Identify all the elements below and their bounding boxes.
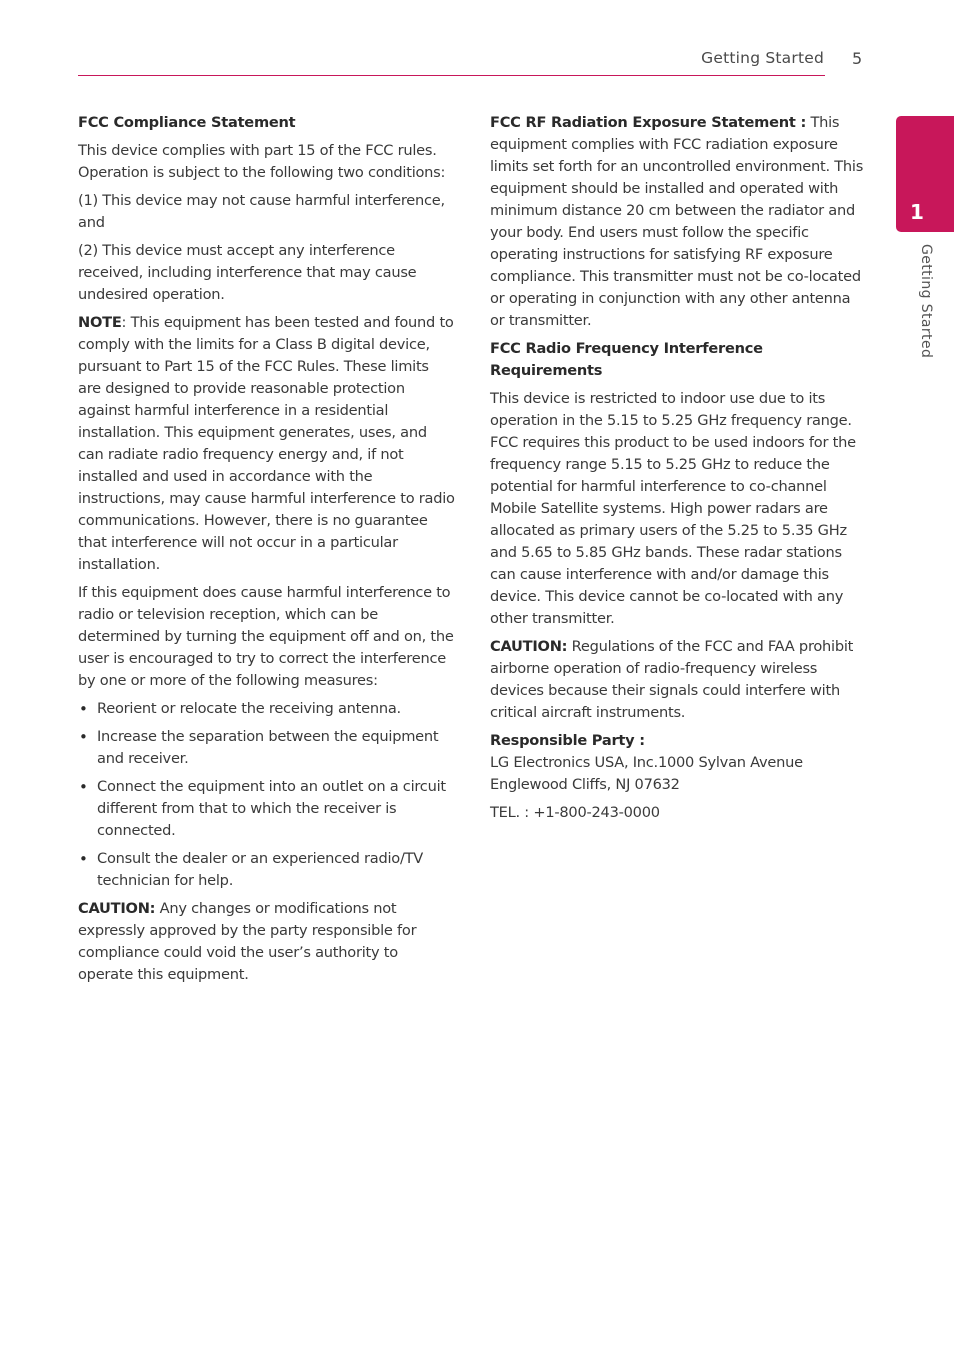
- phone-number: TEL. : +1-800-243-0000: [490, 804, 660, 821]
- list-item: • Increase the separation between the equipment and receiver.: [78, 726, 456, 770]
- chapter-number: 1: [910, 200, 924, 224]
- list-item: • Connect the equipment into an outlet on a circuit different from that to which the receiver is connected.: [78, 776, 456, 842]
- party-address-line-1: LG Electronics USA, Inc.1000 Sylvan Avenue: [490, 754, 803, 771]
- responsible-party-heading: Responsible Party :: [490, 732, 645, 749]
- caution-paragraph: [78, 898, 456, 986]
- measures-intro: If this equipment does cause harmful interference to radio or television reception, which can be determined by turning the equipment off and on, the user is encouraged to try to correct the interference by one or more of the following measures:: [78, 584, 454, 689]
- chapter-label: Getting Started: [918, 244, 934, 359]
- condition-1: (1) This device may not cause harmful interference, and: [78, 192, 445, 231]
- right-column: [490, 112, 868, 830]
- caution-label: CAUTION:: [78, 900, 156, 917]
- caution-paragraph: [490, 636, 868, 724]
- page-number: 5: [852, 49, 863, 68]
- note-label: NOTE: [78, 314, 122, 331]
- caution-label: CAUTION:: [490, 638, 568, 655]
- fcc-compliance-heading: FCC Compliance Statement: [78, 114, 296, 131]
- caution-text: Any changes or modifications not expressly approved by the party responsible for compliance could void the user’s authority to operate this equipment.: [78, 900, 417, 983]
- measures-list: [78, 698, 456, 892]
- rf-exposure-text: This equipment complies with FCC radiation exposure limits set forth for an uncontrolled environment. This equipment should be installed and operated with minimum distance 20 cm between the radiator and your body. End users must follow the specific operating instructions for satisfying RF exposure compliance. This transmitter must not be co-located or operating in conjunction with any other antenna or transmitter.: [490, 114, 864, 329]
- compliance-intro: This device complies with part 15 of the FCC rules. Operation is subject to the following two conditions:: [78, 142, 446, 181]
- rfi-text: This device is restricted to indoor use due to its operation in the 5.15 to 5.25 GHz frequency range. FCC requires this product to be used indoors for the frequency range 5.15 to 5.25 GHz to reduce the potential for harmful interference to co-channel Mobile Satellite systems. High power radars are allocated as primary users of the 5.25 to 5.35 GHz and 5.65 to 5.85 GHz bands. These radar stations can cause interference with and/or damage this device. This device cannot be co-located with any other transmitter.: [490, 390, 856, 627]
- caution-text: Regulations of the FCC and FAA prohibit airborne operation of radio-frequency wireless devices because their signals could interfere with critical aircraft instruments.: [490, 638, 854, 721]
- list-item: • Reorient or relocate the receiving antenna.: [78, 698, 456, 720]
- rfi-heading: FCC Radio Frequency Interference Requirements: [490, 340, 763, 379]
- section-title: Getting Started: [701, 49, 824, 67]
- condition-2: (2) This device must accept any interference received, including interference that may cause undesired operation.: [78, 242, 417, 303]
- rf-exposure-label: FCC RF Radiation Exposure Statement :: [490, 114, 807, 131]
- chapter-tab: [896, 116, 954, 232]
- party-address-line-2: Englewood Cliffs, NJ 07632: [490, 776, 680, 793]
- left-column: [78, 112, 456, 992]
- header-divider: [78, 75, 825, 76]
- rf-exposure-paragraph: [490, 112, 868, 332]
- note-paragraph: [78, 312, 456, 576]
- list-item: • Consult the dealer or an experienced radio/TV technician for help.: [78, 848, 456, 892]
- note-text: : This equipment has been tested and found to comply with the limits for a Class B digital device, pursuant to Part 15 of the FCC Rules. These limits are designed to provide reasonable protection against harmful interference in a residential installation. This equipment generates, uses, and can radiate radio frequency energy and, if not installed and used in accordance with the instructions, may cause harmful interference to radio communications. However, there is no guarantee that interference will not occur in a particular installation.: [78, 314, 455, 573]
